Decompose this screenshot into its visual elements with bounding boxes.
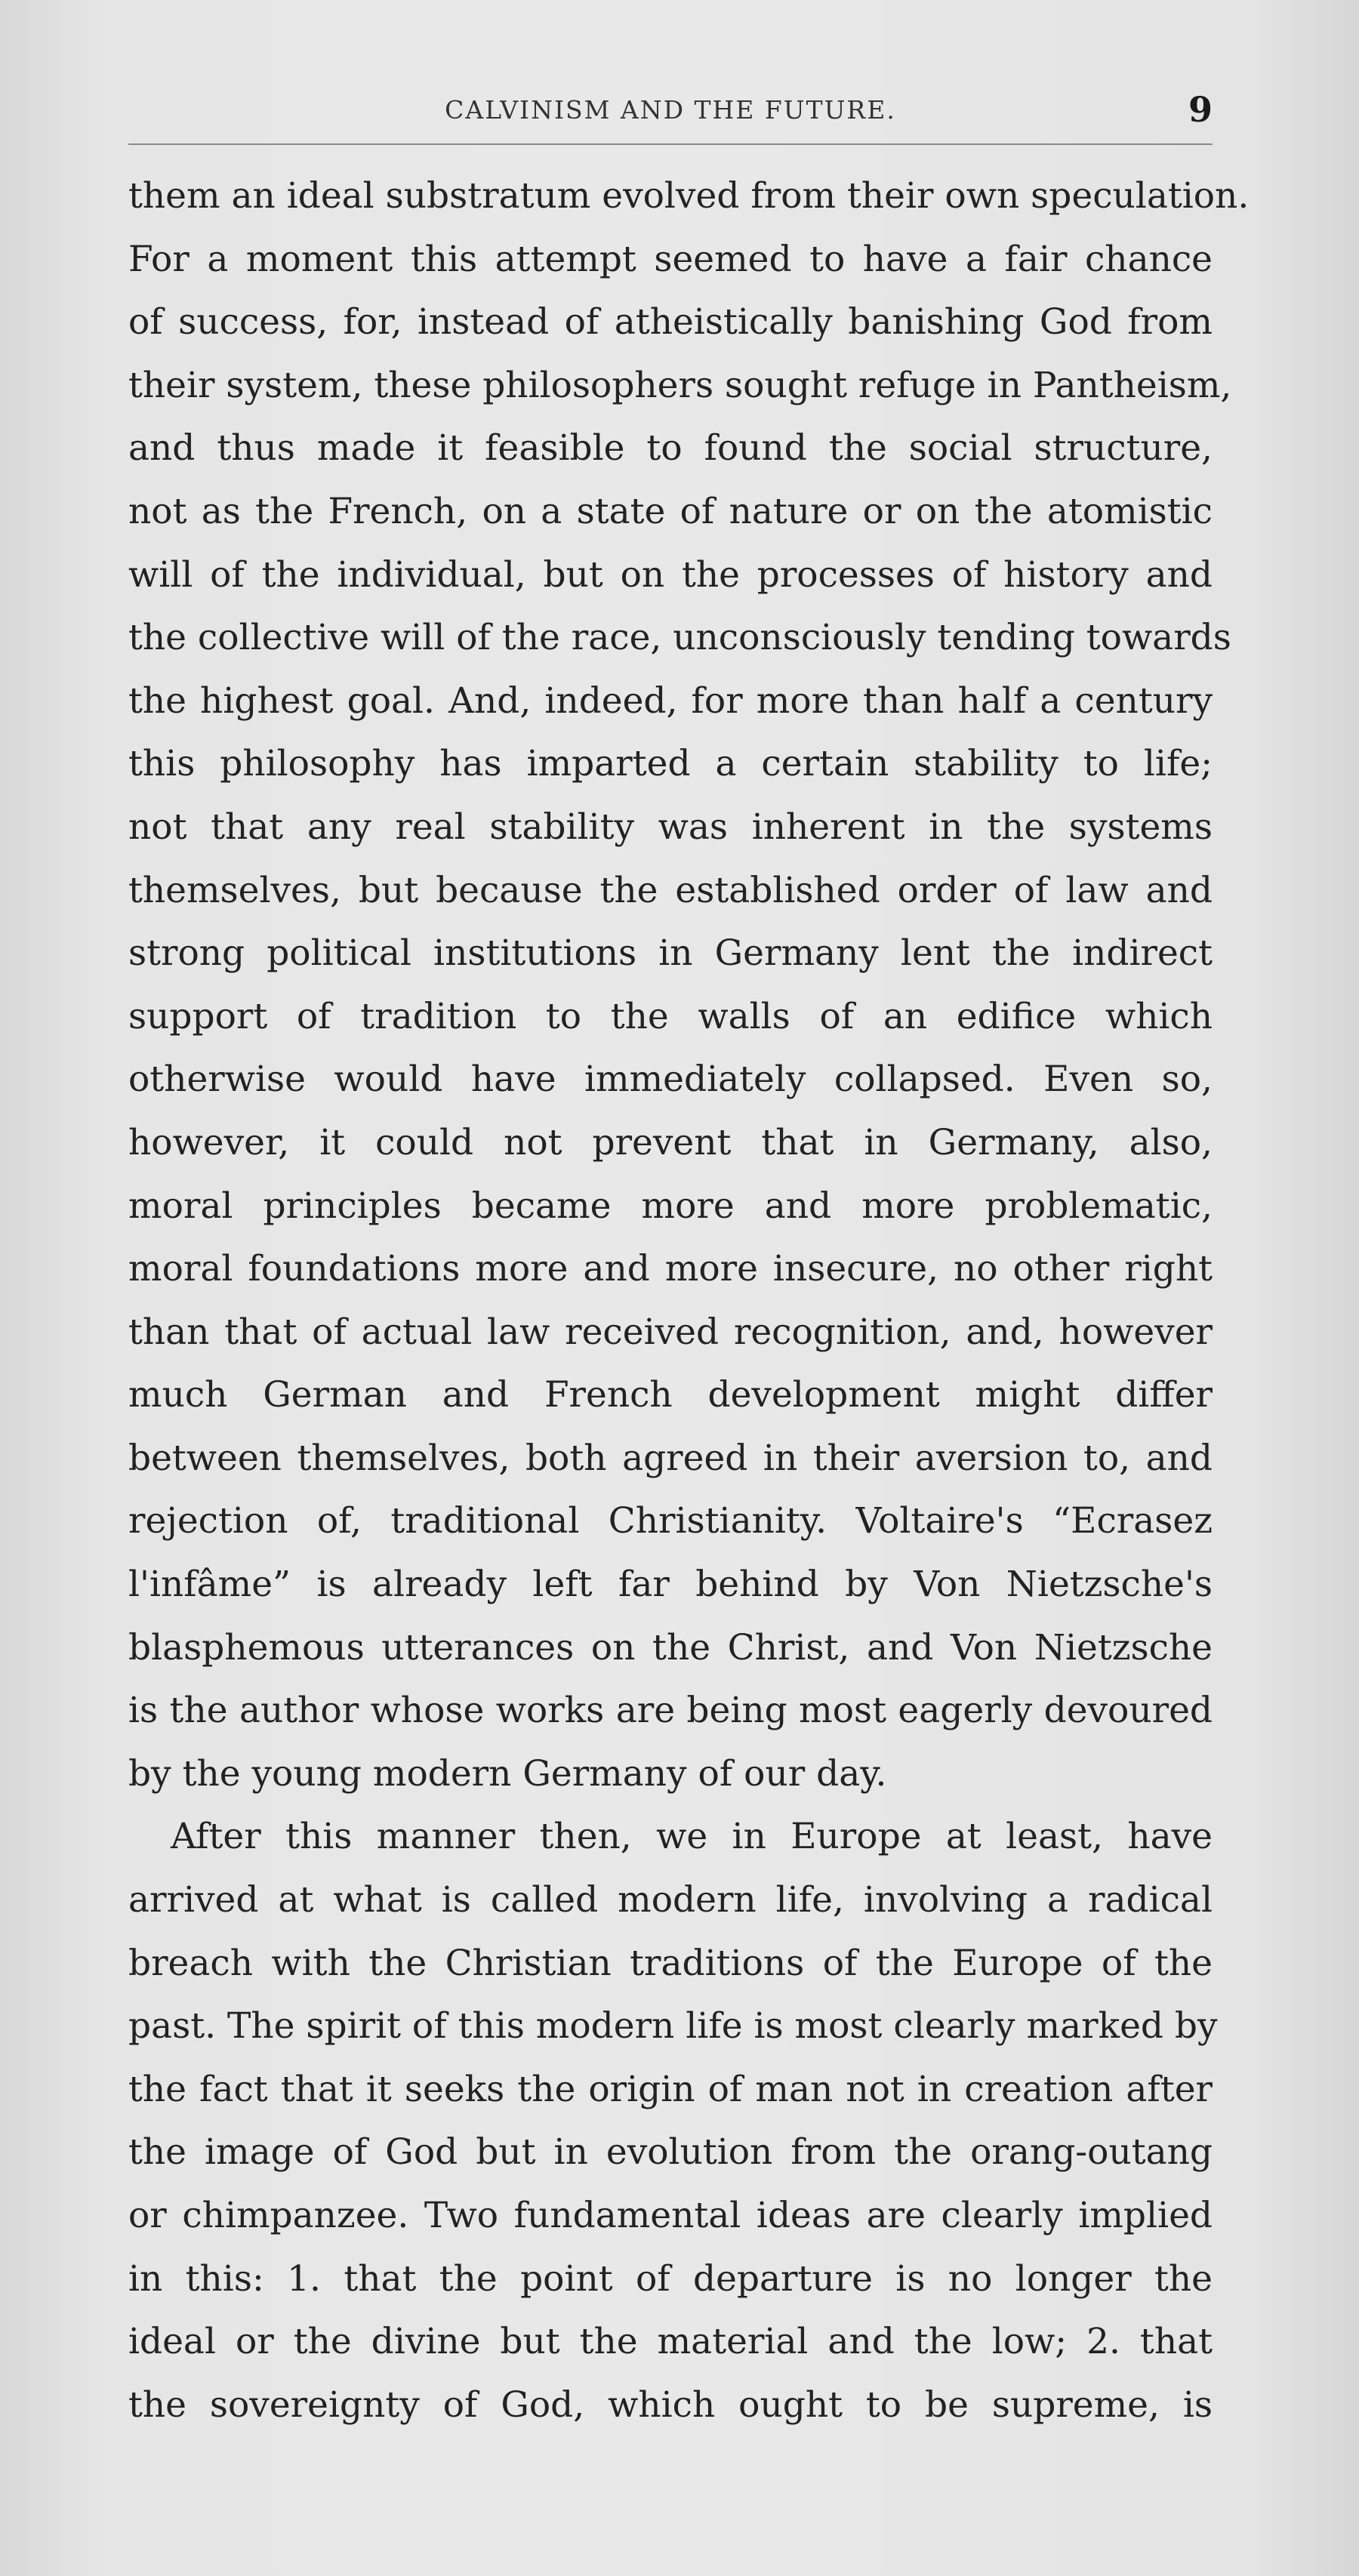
text-line: support of tradition to the walls of an edifice which [128, 995, 1213, 1037]
text-line: this philosophy has imparted a certain stability to life; [128, 743, 1213, 785]
text-line: the sovereignty of God, which ought to be supreme, is [128, 2383, 1213, 2426]
text-line: moral principles became more and more problematic, [128, 1185, 1213, 1227]
text-line: strong political institutions in Germany lent the indirect [128, 932, 1213, 975]
text-line: not that any real stability was inherent in the systems [128, 806, 1213, 848]
body-text [128, 165, 1250, 2436]
text-line: For a moment this attempt seemed to have a fair chance [128, 238, 1213, 280]
text-line: arrived at what is called modern life, involving a radical [128, 1879, 1213, 1921]
running-head [128, 89, 1213, 142]
text-line: the highest goal. And, indeed, for more than half a century [128, 679, 1213, 722]
text-line: however, it could not prevent that in Germany, also, [128, 1121, 1213, 1163]
text-line: in this: 1. that the point of departure is no longer the [128, 2257, 1213, 2300]
text-line: the fact that it seeks the origin of man not in creation after [128, 2068, 1213, 2110]
text-line: is the author whose works are being most eagerly devoured [128, 1690, 1213, 1732]
text-line: much German and French development might differ [128, 1374, 1213, 1416]
text-line: between themselves, both agreed in their aversion to, and [128, 1437, 1213, 1479]
text-line: moral foundations more and more insecure, no other right [128, 1248, 1213, 1290]
text-line: otherwise would have immediately collapsed. Even so, [128, 1058, 1213, 1101]
text-line: the collective will of the race, unconsciously tending towards [128, 617, 1231, 659]
text-line: or chimpanzee. Two fundamental ideas are clearly implied [128, 2195, 1213, 2236]
text-line: rejection of, traditional Christianity. Voltaire's “Ecrasez [128, 1500, 1213, 1542]
text-line: breach with the Christian traditions of the Europe of the [128, 1942, 1213, 1984]
text-line: and thus made it feasible to found the social structure, [128, 427, 1213, 470]
text-line: by the young modern Germany of our day. [128, 1752, 887, 1795]
text-line: not as the French, on a state of nature or on the atomistic [128, 490, 1213, 532]
text-line: than that of actual law received recognition, and, however [128, 1311, 1213, 1353]
text-line: l'infâme” is already left far behind by Von Nietzsche's [128, 1564, 1213, 1606]
text-line: them an ideal substratum evolved from their own speculation. [128, 175, 1250, 217]
text-line: the image of God but in evolution from the orang-outang [128, 2131, 1213, 2174]
text-line: After this manner then, we in Europe at least, have [171, 1816, 1213, 1858]
text-line: of success, for, instead of atheistically banishing God from [128, 301, 1213, 344]
text-line: will of the individual, but on the processes of history and [128, 553, 1213, 596]
running-title: CALVINISM AND THE FUTURE. [445, 95, 896, 125]
page-number: 9 [1188, 89, 1213, 130]
header-rule [128, 143, 1213, 145]
text-line: their system, these philosophers sought refuge in Pantheism, [128, 364, 1232, 406]
text-line: themselves, but because the established order of law and [128, 869, 1213, 911]
text-line: blasphemous utterances on the Christ, and Von Nietzsche [128, 1626, 1213, 1669]
text-line: ideal or the divine but the material and the low; 2. that [128, 2321, 1213, 2363]
text-line: past. The spirit of this modern life is most clearly marked by [128, 2005, 1218, 2048]
